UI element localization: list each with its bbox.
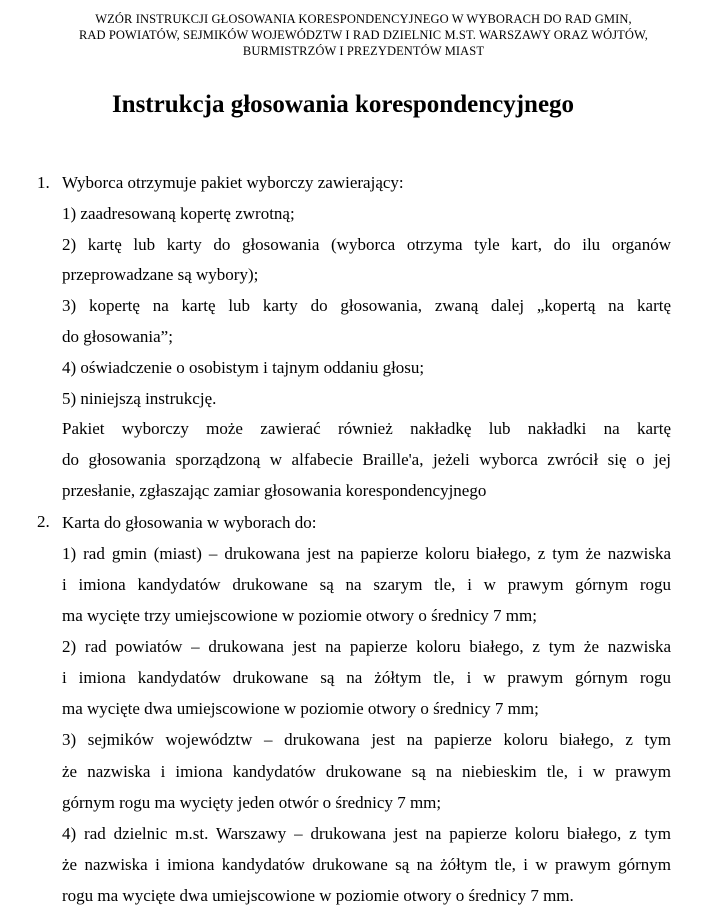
text-line: i imiona kandydatów drukowane są na żółtym tle, i w prawym górnym rogu bbox=[62, 668, 671, 688]
text-line: i imiona kandydatów drukowane są na szarym tle, i w prawym górnym rogu bbox=[62, 574, 671, 594]
text-line: 4) rad dzielnic m.st. Warszawy – drukowana jest na papierze koloru białego, z tym bbox=[62, 823, 671, 843]
text-line: Wyborca otrzymuje pakiet wyborczy zawierający: bbox=[62, 173, 404, 192]
text-line: 4) oświadczenie o osobistym i tajnym oddaniu głosu; bbox=[62, 357, 425, 377]
document-header bbox=[0, 11, 727, 59]
instruction-list bbox=[37, 168, 671, 911]
item-content bbox=[62, 507, 671, 911]
text-line: że nazwiska i imiona kandydatów drukowane są na niebieskim tle, i w prawym bbox=[62, 761, 671, 781]
item-number: 2. bbox=[37, 511, 50, 531]
text-line: przesłanie, zgłaszając zamiar głosowania korespondencyjnego bbox=[62, 480, 487, 500]
item-content bbox=[62, 168, 671, 507]
text-line: przeprowadzane są wybory); bbox=[62, 265, 259, 285]
text-line: że nazwiska i imiona kandydatów drukowane są na żółtym tle, i w prawym górnym bbox=[62, 854, 671, 874]
text-line: 2) rad powiatów – drukowana jest na papierze koloru białego, z tym że nazwiska bbox=[62, 637, 671, 657]
header-line: BURMISTRZÓW I PREZYDENTÓW MIAST bbox=[242, 44, 485, 58]
text-line: 3) kopertę na kartę lub karty do głosowania, zwaną dalej „kopertą na kartę bbox=[62, 296, 671, 316]
text-line: 1) zaadresowaną kopertę zwrotną; bbox=[62, 203, 295, 223]
item-number: 1. bbox=[37, 173, 50, 192]
text-line: Pakiet wyborczy może zawierać również nakładkę lub nakładki na kartę bbox=[62, 419, 671, 439]
text-line: 3) sejmików województw – drukowana jest na papierze koloru białego, z tym bbox=[62, 730, 671, 750]
text-line: Karta do głosowania w wyborach do: bbox=[62, 512, 317, 532]
list-item bbox=[37, 168, 671, 507]
header-line: WZÓR INSTRUKCJI GŁOSOWANIA KORESPONDENCYJNEGO W WYBORACH DO RAD GMIN, bbox=[95, 12, 632, 26]
text-line: ma wycięte dwa umiejscowione w poziomie otwory o średnicy 7 mm; bbox=[62, 699, 539, 719]
text-line: górnym rogu ma wycięty jeden otwór o średnicy 7 mm; bbox=[62, 792, 442, 812]
header-line: RAD POWIATÓW, SEJMIKÓW WOJEWÓDZTW I RAD DZIELNIC M.ST. WARSZAWY ORAZ WÓJTÓW, bbox=[78, 28, 649, 42]
text-line: 1) rad gmin (miast) – drukowana jest na papierze koloru białego, z tym że nazwiska bbox=[62, 543, 671, 563]
text-line: 2) kartę lub karty do głosowania (wyborca otrzyma tyle kart, do ilu organów bbox=[62, 234, 671, 254]
text-line: 5) niniejszą instrukcję. bbox=[62, 388, 217, 408]
text-line: do głosowania”; bbox=[62, 326, 173, 346]
page-title: Instrukcja głosowania korespondencyjnego bbox=[111, 91, 575, 118]
list-item bbox=[37, 507, 671, 911]
text-line: rogu ma wycięte dwa umiejscowione w poziomie otwory o średnicy 7 mm. bbox=[62, 885, 574, 905]
text-line: ma wycięte trzy umiejscowione w poziomie otwory o średnicy 7 mm; bbox=[62, 606, 537, 626]
text-line: do głosowania sporządzoną w alfabecie Braille'a, jeżeli wyborca zwrócił się o jej bbox=[62, 450, 671, 470]
